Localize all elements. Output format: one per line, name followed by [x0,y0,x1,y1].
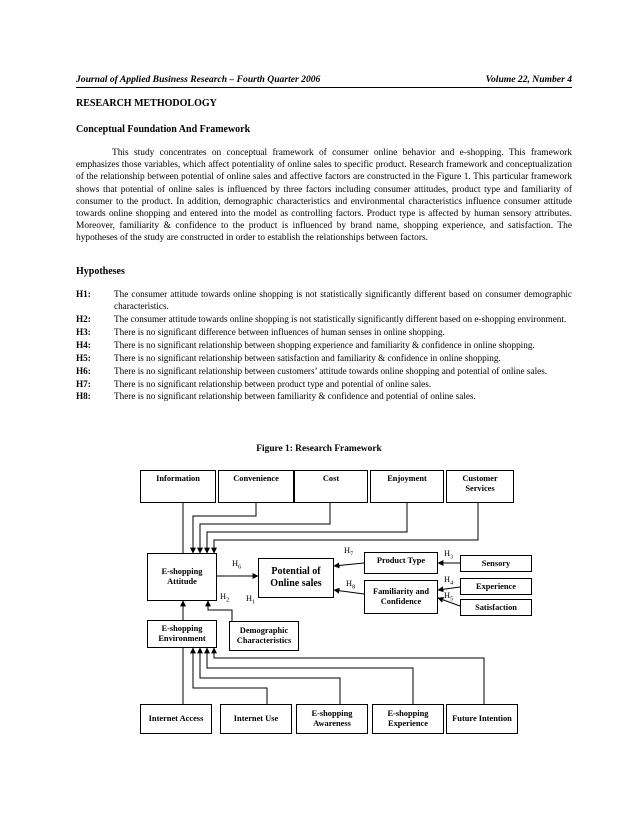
box-product-type: Product Type [364,552,438,574]
hyp-label-h5: $H_5$ [444,591,454,603]
connector-eshopping-awareness [200,648,340,704]
box-enjoyment: Enjoyment [370,470,444,503]
hypothesis-label: H2: [76,313,91,324]
box-eshopping-attitude: E-shopping Attitude [147,553,217,601]
body-paragraph: This study concentrates on conceptual framework of consumer online behavior and e-shopping. This framework emphasizes those variables, which affect potentiality of online sales to specific product. Research framework and conceptualization of the relationship between potential of online sales and affective factors are constructed in the Figure 1. This particular framework shows that potential of online sales is influenced by three factors including consumer attitudes, product type and familiarity of consumer to the product. In addition, demographic characteristics and environmental characteristics influence consumer attitude towards online shopping and entered into the model as controlling factors. Product type is affected by human sensory attributes. Moreover, familiarity & confidence to the product is influenced by brand name, shopping experience, and satisfaction. The hypotheses of the study are constructed in order to establish the relationships between factors. [76,148,572,244]
journal-name: Journal of Applied Business Research – Fourth Quarter 2006 [76,74,321,85]
hyp-label-h6: $H_6$ [232,559,242,571]
figure-caption: Figure 1: Research Framework [256,444,382,454]
box-cost: Cost [294,470,368,503]
box-demographic-characteristics: Demographic Characteristics [229,621,299,651]
box-experience: Experience [460,578,532,595]
connector-internet-use [193,648,267,704]
hypothesis-item [76,340,572,352]
hypothesis-text: There is no significant relationship between satisfaction and familiarity & confidence in online shopping. [114,352,501,363]
hypothesis-text: The consumer attitude towards online shopping is not statistically significantly different based on consumer demographic characteristics. [114,289,572,311]
box-satisfaction: Satisfaction [460,599,532,616]
connector-eshopping-experience [207,648,413,704]
box-eshopping-environment: E-shopping Environment [147,620,217,648]
box-internet-use: Internet Use [220,704,292,734]
hypothesis-item [76,366,572,378]
box-eshopping-awareness: E-shopping Awareness [296,704,368,734]
connector-cost [200,503,330,553]
hypothesis-label: H7: [76,378,91,389]
box-convenience: Convenience [218,470,294,503]
hyp-label-h2: $H_2$ [220,592,230,604]
hyp-label-h1: $H_1$ [246,594,256,606]
box-eshopping-experience: E-shopping Experience [372,704,444,734]
hypotheses-list [76,289,572,404]
hypothesis-label: H6: [76,365,91,376]
hypothesis-item [76,289,572,312]
hyp-label-h7: $H_7$ [344,546,354,558]
volume-number: Volume 22, Number 4 [485,74,572,85]
connector-convenience [193,503,256,553]
hypothesis-text: There is no significant relationship between shopping experience and familiarity & confidence in online shopping. [114,339,535,350]
hyp-label-h3: $H_3$ [444,549,454,561]
box-internet-access: Internet Access [140,704,212,734]
connector-demographic-attitude [208,601,232,621]
hypothesis-text: There is no significant relationship between customers’ attitude towards online shopping and potential of online sales. [114,365,548,376]
hypothesis-label: H1: [76,289,91,299]
hyp-label-h8: $H_8$ [346,579,356,591]
hypothesis-label: H8: [76,391,91,402]
hypothesis-text: There is no significant difference between influences of human senses in online shopping. [114,326,445,337]
connector-enjoyment [207,503,407,553]
subsection-title: Conceptual Foundation And Framework [76,124,251,135]
hypothesis-item [76,327,572,339]
box-future-intention: Future Intention [446,704,518,734]
hypothesis-item [76,353,572,365]
connector-future-intention [214,648,484,704]
section-title: RESEARCH METHODOLOGY [76,98,217,109]
hypothesis-text: There is no significant relationship between familiarity & confidence and potential of online sales. [114,391,476,402]
hypothesis-text: The consumer attitude towards online shopping is not statistically significantly different based on e-shopping environment. [114,313,567,324]
box-sensory: Sensory [460,555,532,572]
hypotheses-title: Hypotheses [76,266,125,277]
hypothesis-item [76,314,572,326]
hypothesis-text: There is no significant relationship between product type and potential of online sales. [114,378,432,389]
connector-experience-familiarity [438,587,460,590]
hyp-label-h4: $H_4$ [444,575,454,587]
box-information: Information [140,470,216,503]
box-customer-services: Customer Services [446,470,514,503]
hypothesis-label: H4: [76,339,91,350]
box-familiarity-confidence: Familiarity and Confidence [364,580,438,614]
hypothesis-label: H5: [76,352,91,363]
running-header [76,74,572,88]
hypothesis-item [76,391,572,403]
connector-product-potential [334,563,364,566]
box-potential-online-sales: Potential of Online sales [258,558,334,598]
hypothesis-label: H3: [76,326,91,337]
hypothesis-item [76,379,572,391]
